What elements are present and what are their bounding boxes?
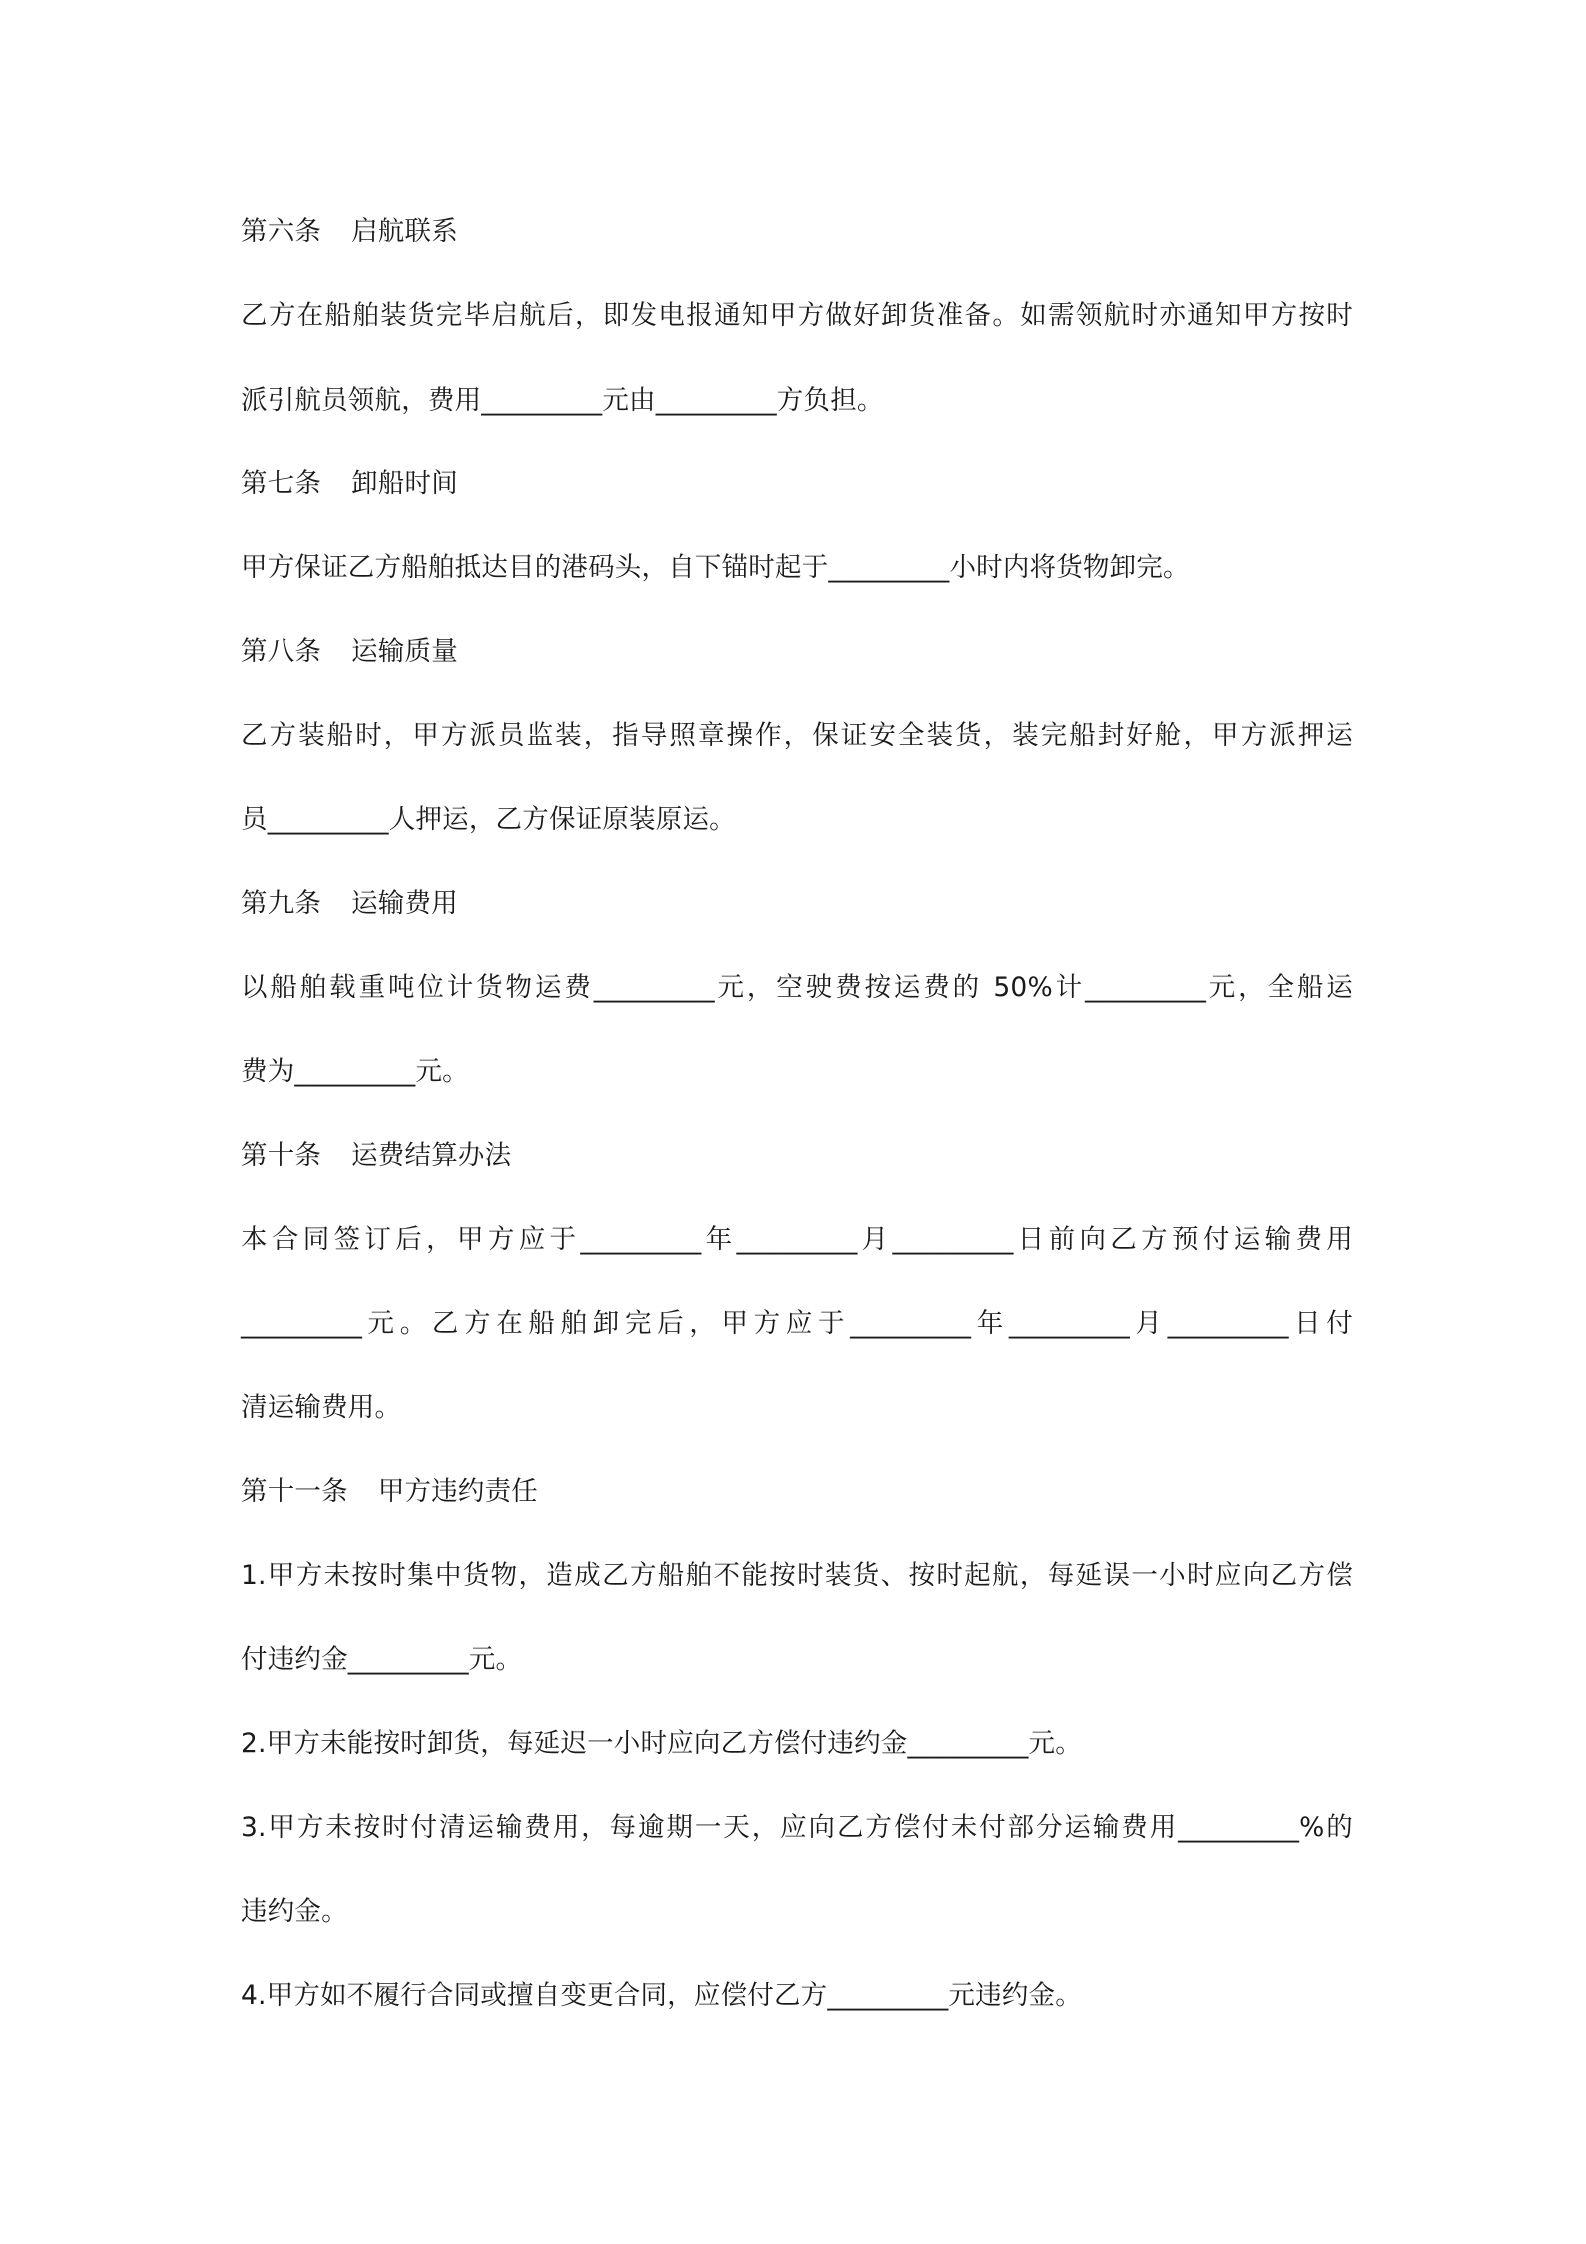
article-heading-8 bbox=[241, 632, 1353, 672]
paragraph-line: 乙方装船时，甲方派员监装，指导照章操作，保证安全装货，装完船封好舱，甲方派押运 bbox=[241, 720, 1353, 751]
article-number: 第十条 bbox=[241, 1140, 322, 1171]
paragraph-line: 费为_________元。 bbox=[241, 1056, 469, 1087]
article-number: 第九条 bbox=[241, 888, 322, 919]
paragraph-line: 本合同签订后，甲方应于_________年_________月_________日前向乙方预付运输费用 bbox=[241, 1224, 1353, 1255]
paragraph-line: 清运输费用。 bbox=[241, 1392, 402, 1423]
article-heading-11 bbox=[241, 1472, 1353, 1512]
article-number: 第六条 bbox=[241, 216, 322, 247]
article-title: 启航联系 bbox=[351, 216, 458, 247]
article-title: 运费结算办法 bbox=[351, 1140, 512, 1171]
paragraph-line: 员_________人押运，乙方保证原装原运。 bbox=[241, 804, 736, 835]
paragraph-line: 1.甲方未按时集中货物，造成乙方船舶不能按时装货、按时起航，每延误一小时应向乙方偿 bbox=[241, 1560, 1353, 1591]
paragraph-line: 违约金。 bbox=[241, 1896, 348, 1927]
article-number: 第七条 bbox=[241, 468, 322, 499]
article-number: 第八条 bbox=[241, 636, 322, 667]
article-heading-7 bbox=[241, 464, 1353, 504]
paragraph-line: 以船舶载重吨位计货物运费_________元，空驶费按运费的 50%计_________元，全船运 bbox=[241, 972, 1353, 1003]
article-heading-6 bbox=[241, 212, 1353, 252]
paragraph-line: 4.甲方如不履行合同或擅自变更合同，应偿付乙方_________元违约金。 bbox=[241, 1980, 1082, 2011]
paragraph-line: 甲方保证乙方船舶抵达目的港码头，自下锚时起于_________小时内将货物卸完。 bbox=[241, 552, 1190, 583]
paragraph-line: 2.甲方未能按时卸货，每延迟一小时应向乙方偿付违约金_________元。 bbox=[241, 1728, 1082, 1759]
article-title: 甲方违约责任 bbox=[377, 1476, 539, 1507]
article-heading-10 bbox=[241, 1136, 1353, 1176]
article-heading-9 bbox=[241, 884, 1353, 924]
paragraph-line: 乙方在船舶装货完毕启航后，即发电报通知甲方做好卸货准备。如需领航时亦通知甲方按时 bbox=[241, 300, 1353, 331]
paragraph-line: 派引航员领航，费用_________元由_________方负担。 bbox=[241, 385, 884, 416]
article-number: 第十一条 bbox=[241, 1476, 348, 1507]
paragraph-line: 付违约金_________元。 bbox=[241, 1644, 523, 1675]
article-title: 卸船时间 bbox=[351, 468, 458, 499]
article-title: 运输质量 bbox=[351, 636, 458, 667]
paragraph-line: _________元。乙方在船舶卸完后，甲方应于_________年_________月_________日付 bbox=[241, 1308, 1353, 1339]
paragraph-line: 3.甲方未按时付清运输费用，每逾期一天，应向乙方偿付未付部分运输费用_________%的 bbox=[241, 1812, 1353, 1843]
article-title: 运输费用 bbox=[351, 888, 458, 919]
